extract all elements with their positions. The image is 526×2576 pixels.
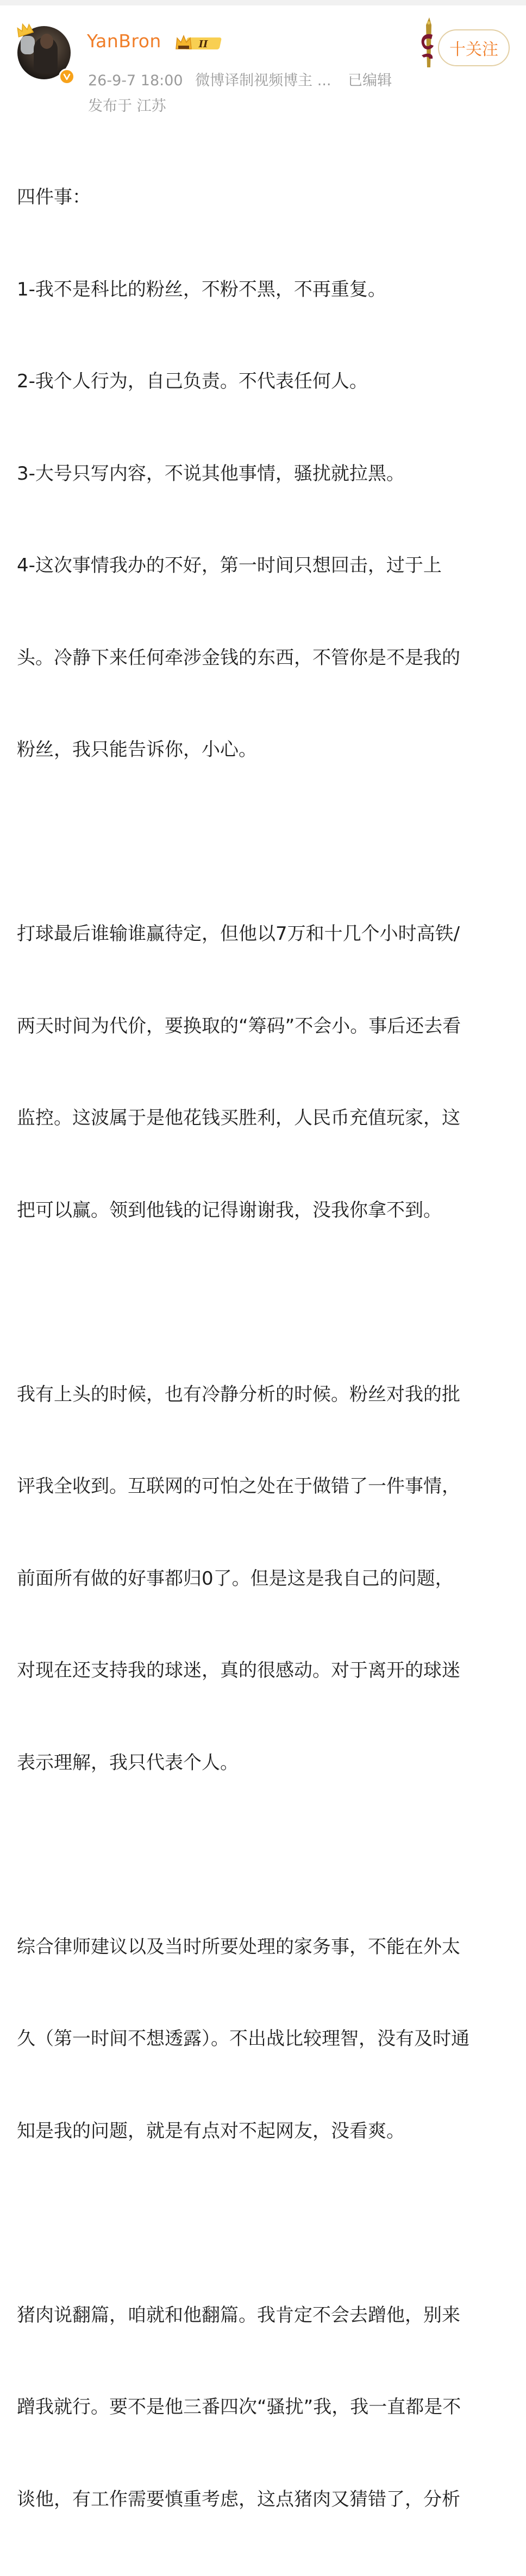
post-line: 我有上头的时候，也有冷静分析的时候。粉丝对我的批 — [17, 1379, 517, 1410]
paragraph-gap — [17, 1839, 517, 1870]
post-paragraph — [17, 857, 517, 1287]
post-line: 评我全收到。互联网的可怕之处在于做错了一件事情， — [17, 1471, 517, 1502]
post-line: 蹭我就行。要不是他三番四次“骚扰”我，我一直都是不 — [17, 2392, 517, 2423]
post-line: 3-大号只写内容，不说其他事情，骚扰就拉黑。 — [17, 458, 517, 489]
post-paragraph — [17, 2239, 517, 2576]
post-line: 对现在还支持我的球迷，真的很感动。对于离开的球迷 — [17, 1655, 517, 1686]
post-line: 久（第一时间不想透露）。不出战比较理智，没有及时通 — [17, 2024, 517, 2054]
post-line: 综合律师建议以及当时所要处理的家务事，不能在外太 — [17, 1932, 517, 1963]
post-line: 知是我的问题，就是有点对不起网友，没看爽。 — [17, 2116, 517, 2147]
paragraph-gap — [17, 1287, 517, 1318]
team-logo-icon — [416, 15, 439, 70]
post-line: 监控。这波属于是他花钱买胜利，人民币充值玩家，这 — [17, 1103, 517, 1134]
paragraph-gap — [17, 827, 517, 858]
follow-button[interactable]: 十关注 — [438, 29, 510, 66]
weibo-post-page — [0, 0, 526, 914]
post-line: 两天时间为代价，要换取的“筹码”不会小。事后还去看 — [17, 1011, 517, 1042]
post-header — [0, 5, 526, 109]
bottom-edge — [0, 903, 526, 914]
post-line: 4-这次事情我办的不好，第一时间只想回击，过于上 — [17, 550, 517, 581]
post-paragraph — [17, 1870, 517, 2208]
post-timestamp: 26-9-7 18:00 — [88, 72, 183, 89]
vip-level-badge-icon — [174, 33, 226, 53]
paragraph-gap — [17, 2208, 517, 2239]
post-paragraph — [17, 121, 517, 827]
post-paragraph — [17, 1318, 517, 1840]
post-line: 1-我不是科比的粉丝，不粉不黑，不再重复。 — [17, 274, 517, 305]
avatar-window-detail — [21, 36, 35, 54]
post-line: 头。冷静下来任何牵涉金钱的东西，不管你是不是我的 — [17, 643, 517, 674]
post-body — [17, 121, 517, 2576]
edited-label[interactable]: 已编辑 — [348, 72, 392, 89]
post-source[interactable]: 微博译制视频博主 ... — [195, 72, 331, 89]
post-meta — [88, 68, 399, 90]
post-line: 谈他，有工作需要慎重考虑，这点猪肉又猜错了，分析 — [17, 2484, 517, 2515]
verified-badge-icon — [59, 68, 75, 85]
post-line: 四件事： — [17, 182, 517, 213]
avatar-head — [40, 34, 53, 49]
username[interactable]: YanBron — [87, 30, 161, 52]
post-location: 发布于 江苏 — [88, 94, 166, 115]
avatar-container[interactable] — [15, 22, 75, 81]
post-line: 猪肉说翻篇，咱就和他翻篇。我肯定不会去蹭他，别来 — [17, 2300, 517, 2331]
post-line: 2-我个人行为，自己负责。不代表任何人。 — [17, 366, 517, 397]
post-line: 打球最后谁输谁赢待定，但他以7万和十几个小时高铁/ — [17, 919, 517, 950]
crown-icon — [15, 22, 34, 38]
top-divider — [0, 0, 526, 5]
vip-level-text: II — [198, 39, 208, 50]
post-line: 表示理解，我只代表个人。 — [17, 1748, 517, 1779]
post-line: 前面所有做的好事都归0了。但是这是我自己的问题， — [17, 1563, 517, 1594]
post-line: 把可以赢。领到他钱的记得谢谢我，没我你拿不到。 — [17, 1195, 517, 1226]
post-line: 粉丝，我只能告诉你，小心。 — [17, 734, 517, 765]
